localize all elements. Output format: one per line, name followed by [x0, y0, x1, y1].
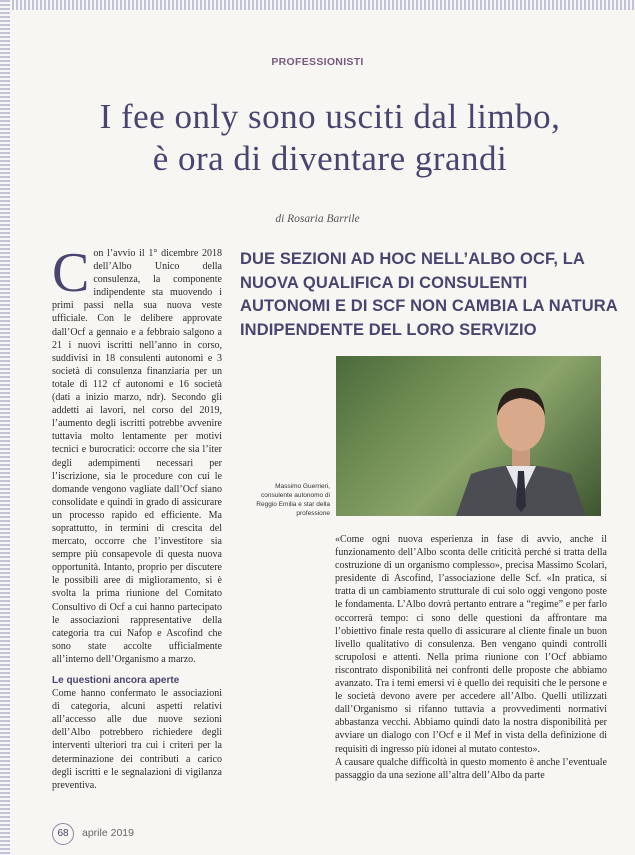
left-paragraph-1: on l’avvio il 1° dicembre 2018 dell’Albo Unico della consulenza, la componente indipendente sta muovendo i primi passi nella sua nuova veste ufficiale. Con le delibere approvate dall’Ocf a gennaio e a febbraio salgono a 21 i nuovi iscritti nell’anno in corso, suddivisi in 18 consulenti autonomi e 3 società di consulenza finanziaria per un totale di 112 cf autonomi e 16 società (dati a inizio marzo, ndr). Secondo gli addetti ai lavori, nel corso del 2019, l’aumento degli iscritti potrebbe avvenire tuttavia molto lentamente per motivi tecnici e burocratici: occorre che sia l’iter degli adempimenti necessari per l’iscrizione, sia le procedure con cui le domande vengono vagliate dall’Ocf siano consolidate e quindi in grado di assicurare un processo rapido ed efficiente. Ma soprattutto, in termini di crescita del mercato, occorre che l’investitore sia sempre più consapevole di questa nuova opportunità. Intanto, proprio per discutere le possibili aree di miglioramento, si è svolta la prima riunione del Comitato Consultivo di Ocf a cui hanno partecipato le associazioni rappresentative della categoria tra cui Nafop e Ascofind che sono state accolte ufficialmente all’interno dell’Organismo a marzo.	[52, 248, 222, 665]
right-paragraph-1: «Come ogni nuova esperienza in fase di avvio, anche il funzionamento dell’Albo sconta delle criticità perché si tratta della costruzione di un organismo complesso», precisa Massimo Scolari, presidente di Ascofind, l’associazione delle Scf. «In pratica, si tratta di un cambiamento strutturale di cui solo oggi vengono poste le fondamenta. L’Albo dovrà pertanto entrare a “regime” e per farlo occorrerà tempo: ci sono delle questioni da affrontare ma l’obiettivo finale resta quello di assicurare al cliente finale un buon livello qualitativo di consulenza. Ben vengano quindi controlli scrupolosi e attenti. Nella prima riunione con l’Ocf abbiamo riscontrato disponibilità nei confronti delle proposte che abbiamo avanzato. Tra i temi emersi vi è quello dei requisiti che le persone e le società devono avere per accedere all’Albo. Quelli utilizzati dall’Organismo si rifanno tuttavia a provvedimenti normativi abbastanza vecchi. Abbiamo quindi dato la nostra disponibilità per avviare un dialogo con l’Ocf e il Mef in vista della definizione di requisiti di ingresso più idonei al mutato contesto».	[335, 534, 607, 755]
pull-headline: DUE SEZIONI AD HOC NELL’ALBO OCF, LA NUOVA QUALIFICA DI CONSULENTI AUTONOMI E DI SCF NON CAMBIA LA NATURA INDIPENDENTE DEL LORO SERVIZIO	[240, 250, 618, 339]
left-paragraph-2: Come hanno confermato le associazioni di categoria, alcuni aspetti relativi all’accesso alle due nuove sezioni dell’Albo potrebbero richiedere degli interventi ulteriori tra cui i criteri per la determinazione dei contributi a carico degli iscritti e le segnalazioni di vigilanza preventiva.	[52, 688, 222, 791]
left-column	[52, 242, 222, 792]
title-line-1: I fee only sono usciti dal limbo,	[99, 97, 561, 136]
drop-cap: C	[52, 242, 90, 304]
section-label: PROFESSIONISTI	[271, 56, 364, 68]
decorative-border-top	[0, 0, 635, 10]
right-column	[335, 533, 607, 782]
byline: di Rosaria Barrile	[275, 213, 360, 225]
page-number: 68	[52, 823, 74, 845]
article-title	[0, 96, 635, 180]
issue-date: aprile 2019	[82, 827, 134, 839]
right-paragraph-2: A causare qualche difficoltà in questo momento è anche l’eventuale passaggio da una sezione all’altra dell’Albo da parte	[335, 756, 607, 781]
subheading: Le questioni ancora aperte	[52, 675, 180, 686]
portrait-photo	[336, 356, 601, 516]
photo-caption: Massimo Guerrieri, consulente autonomo di Reggio Emilia e star della professione	[256, 483, 330, 517]
title-line-2: è ora di diventare grandi	[152, 139, 508, 178]
person-illustration	[446, 376, 596, 516]
